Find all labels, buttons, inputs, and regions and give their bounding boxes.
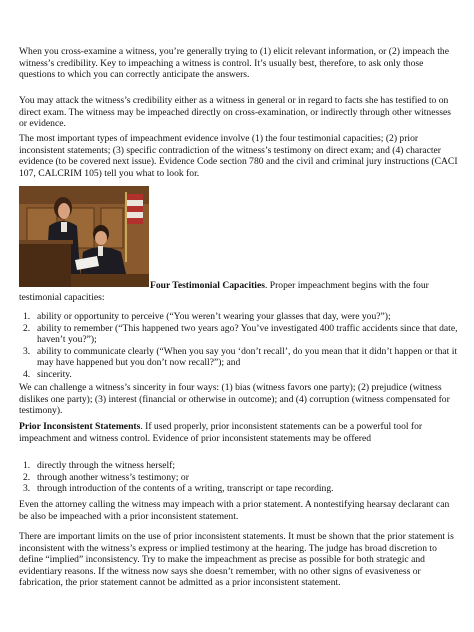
four-capacities-heading: Four Testimonial Capacities [150, 280, 265, 291]
list-item: 3. through introduction of the contents of a writing, transcript or tape recording. [23, 483, 334, 495]
attorney-paragraph: Even the attorney calling the witness may impeach with a prior statement. A nontestifying hearsay declarant can be also be impeached with a prior inconsistent statement. [19, 499, 450, 522]
list-item: 2. through another witness’s testimony; or [23, 471, 189, 483]
courtroom-illustration [19, 186, 149, 287]
list-item: 1. ability or opportunity to perceive (“You weren’t wearing your glasses that day, were you?”); [23, 311, 391, 322]
list-item: 4. sincerity. [23, 368, 72, 380]
intro-paragraph: When you cross-examine a witness, you’re generally trying to (1) elicit relevant information, or (2) impeach the witness’s credibility. Key to impeaching a witness is control. It’s usually best, therefore, to ask only those questions to which you can correctly anticipate the answers. [19, 46, 449, 81]
four-capacities-text: . Proper impeachment begins with the four [264, 280, 429, 291]
courtroom-photo [19, 186, 149, 287]
offered-via-list [19, 460, 459, 495]
prior-inconsistent-paragraph: Prior Inconsistent Statements. If used properly, prior inconsistent statements can be a powerful tool for impeachment and witness control. Evidence of prior inconsistent statements may be offered [19, 421, 423, 444]
prior-inconsistent-heading: Prior Inconsistent Statements [19, 421, 141, 432]
witness-stand [19, 242, 71, 287]
capacities-list [19, 311, 459, 381]
four-capacities-intro [150, 280, 460, 292]
credibility-paragraph: You may attack the witness’s credibility either as a witness in general or in regard to facts she has testified to on direct exam. The witness may be impeached directly on cross-examination, or indirectly through other witnesses or evidence. [19, 95, 451, 130]
four-capacities-text-continued: testimonial capacities: [19, 292, 105, 303]
sincerity-paragraph: We can challenge a witness’s sincerity in four ways: (1) bias (witness favors one party); (2) prejudice (witness dislikes one party); (3) interest (financial or otherwise in outcome); and (4) corruption (witness compensated for testimony). [19, 382, 450, 417]
impeachment-types-paragraph: The most important types of impeachment evidence involve (1) the four testimonial capacities; (2) prior inconsistent statements; (3) specific contradiction of the witness’s testimony on direct exam; and (4) character evidence (to be covered next issue). Evidence Code section 780 and the civil and criminal jury instructions (CACI 107, CALCRIM 105) tell you what to look for. [19, 133, 458, 179]
list-item: 2. ability to remember (“This happened two years ago? You’ve investigated 400 traffic accidents since that date, haven’t you?”); [23, 322, 458, 346]
list-item: 3. ability to communicate clearly (“When you say you ‘don’t recall’, do you mean that it didn’t happen or that it may have happened but you don’t now recall?”); and [23, 345, 458, 369]
list-item: 1. directly through the witness herself; [23, 460, 176, 471]
limits-paragraph: There are important limits on the use of prior inconsistent statements. It must be shown that the prior statement is inconsistent with the witness’s express or implied testimony at the hearing. The judge has broad discretion to define “implied” inconsistency. Try to make the impeachment as precise as possible for both strategic and evidentiary reasons. If the witness now says she doesn’t remember, with no other signs of evasiveness or fabrication, the prior statement cannot be admitted as a prior inconsistent statement. [19, 531, 454, 589]
